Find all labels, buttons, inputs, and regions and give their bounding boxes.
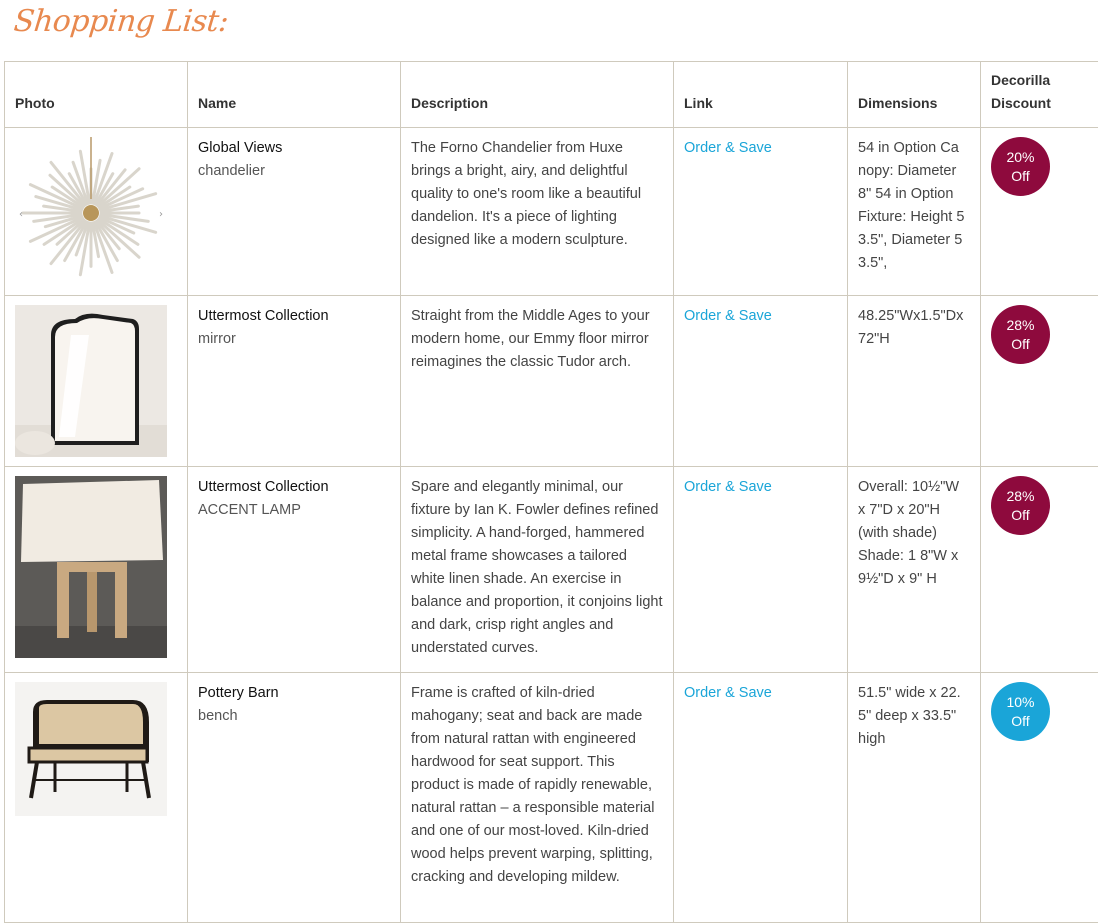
description-cell: The Forno Chandelier from Huxe brings a bright, airy, and delightful quality to one's room like a beautiful dandelion. It's a piece of lighting designed like a modern sculpture. — [401, 128, 674, 296]
link-cell — [674, 467, 848, 673]
discount-off-label: Off — [1011, 506, 1030, 523]
link-cell — [674, 673, 848, 923]
item-brand: Uttermost Collection — [198, 308, 329, 324]
description-cell: Straight from the Middle Ages to your modern home, our Emmy floor mirror reimagines the classic Tudor arch. — [401, 296, 674, 467]
discount-badge — [991, 682, 1050, 741]
discount-cell — [981, 128, 1098, 296]
table-row — [5, 128, 1098, 296]
discount-off-label: Off — [1011, 335, 1030, 352]
item-type: ACCENT LAMP — [198, 502, 301, 518]
photo-cell — [5, 673, 188, 923]
discount-cell — [981, 673, 1098, 923]
column-header-discount — [981, 62, 1098, 128]
discount-cell — [981, 467, 1098, 673]
item-type: bench — [198, 708, 238, 724]
name-cell — [188, 128, 401, 296]
table-header-row — [5, 62, 1098, 128]
name-cell — [188, 467, 401, 673]
column-header-name: Name — [188, 62, 401, 128]
link-cell — [674, 296, 848, 467]
discount-badge — [991, 137, 1050, 196]
table-row — [5, 673, 1098, 923]
column-header-description: Description — [401, 62, 674, 128]
discount-percent: 28% — [1006, 487, 1035, 504]
discount-off-label: Off — [1011, 167, 1030, 184]
item-type: chandelier — [198, 163, 265, 179]
discount-percent: 20% — [1006, 148, 1035, 165]
order-save-link[interactable]: Order & Save — [684, 308, 772, 324]
discount-percent: 28% — [1006, 316, 1035, 333]
svg-text:›: › — [159, 209, 163, 220]
discount-header-line2: Discount — [991, 95, 1051, 111]
photo-cell — [5, 467, 188, 673]
discount-off-label: Off — [1011, 712, 1030, 729]
discount-header-line1: Decorilla — [991, 72, 1051, 88]
discount-percent: 10% — [1006, 693, 1035, 710]
column-header-link: Link — [674, 62, 848, 128]
discount-cell — [981, 296, 1098, 467]
svg-text:‹: ‹ — [19, 209, 23, 220]
dimensions-cell: 48.25"Wx1.5"Dx 72"H — [848, 296, 981, 467]
photo-cell — [5, 128, 188, 296]
order-save-link[interactable]: Order & Save — [684, 479, 772, 495]
discount-badge — [991, 305, 1050, 364]
order-save-link[interactable]: Order & Save — [684, 685, 772, 701]
table-row — [5, 467, 1098, 673]
mirror-image[interactable] — [15, 305, 167, 457]
column-header-photo: Photo — [5, 62, 188, 128]
order-save-link[interactable]: Order & Save — [684, 140, 772, 156]
page-title: Shopping List: — [12, 4, 230, 39]
column-header-dimensions: Dimensions — [848, 62, 981, 128]
name-cell — [188, 296, 401, 467]
dimensions-cell: 54 in Option Ca nopy: Diameter 8" 54 in Option Fixture: Height 5 3.5", Diameter 5 3.5", — [848, 128, 981, 296]
dimensions-cell: 51.5" wide x 22. 5" deep x 33.5" high — [848, 673, 981, 923]
description-cell: Spare and elegantly minimal, our fixture by Ian K. Fowler defines refined simplicity. A hand-forged, hammered metal frame showcases a tailored white linen shade. An exercise in balance and proportion, it conjoins light and dark, crisp right angles and understated curves. — [401, 467, 674, 673]
description-cell: Frame is crafted of kiln-dried mahogany; seat and back are made from natural rattan with engineered hardwood for seat support. This product is made of rapidly renewable, natural rattan – a responsible material and one of our most-loved. Kiln-dried wood helps prevent warping, splitting, cracking and developing mildew. — [401, 673, 674, 923]
photo-cell — [5, 296, 188, 467]
discount-badge — [991, 476, 1050, 535]
shopping-list-table — [4, 61, 1098, 923]
bench-image[interactable] — [15, 682, 167, 816]
dimensions-cell: Overall: 10½"W x 7"D x 20"H (with shade) Shade: 1 8"W x 9½"D x 9" H — [848, 467, 981, 673]
lamp-image[interactable] — [15, 476, 167, 658]
item-brand: Uttermost Collection — [198, 479, 329, 495]
name-cell — [188, 673, 401, 923]
item-brand: Global Views — [198, 140, 283, 156]
link-cell — [674, 128, 848, 296]
item-brand: Pottery Barn — [198, 685, 279, 701]
item-type: mirror — [198, 331, 236, 347]
table-row — [5, 296, 1098, 467]
chandelier-image[interactable] — [15, 137, 167, 287]
